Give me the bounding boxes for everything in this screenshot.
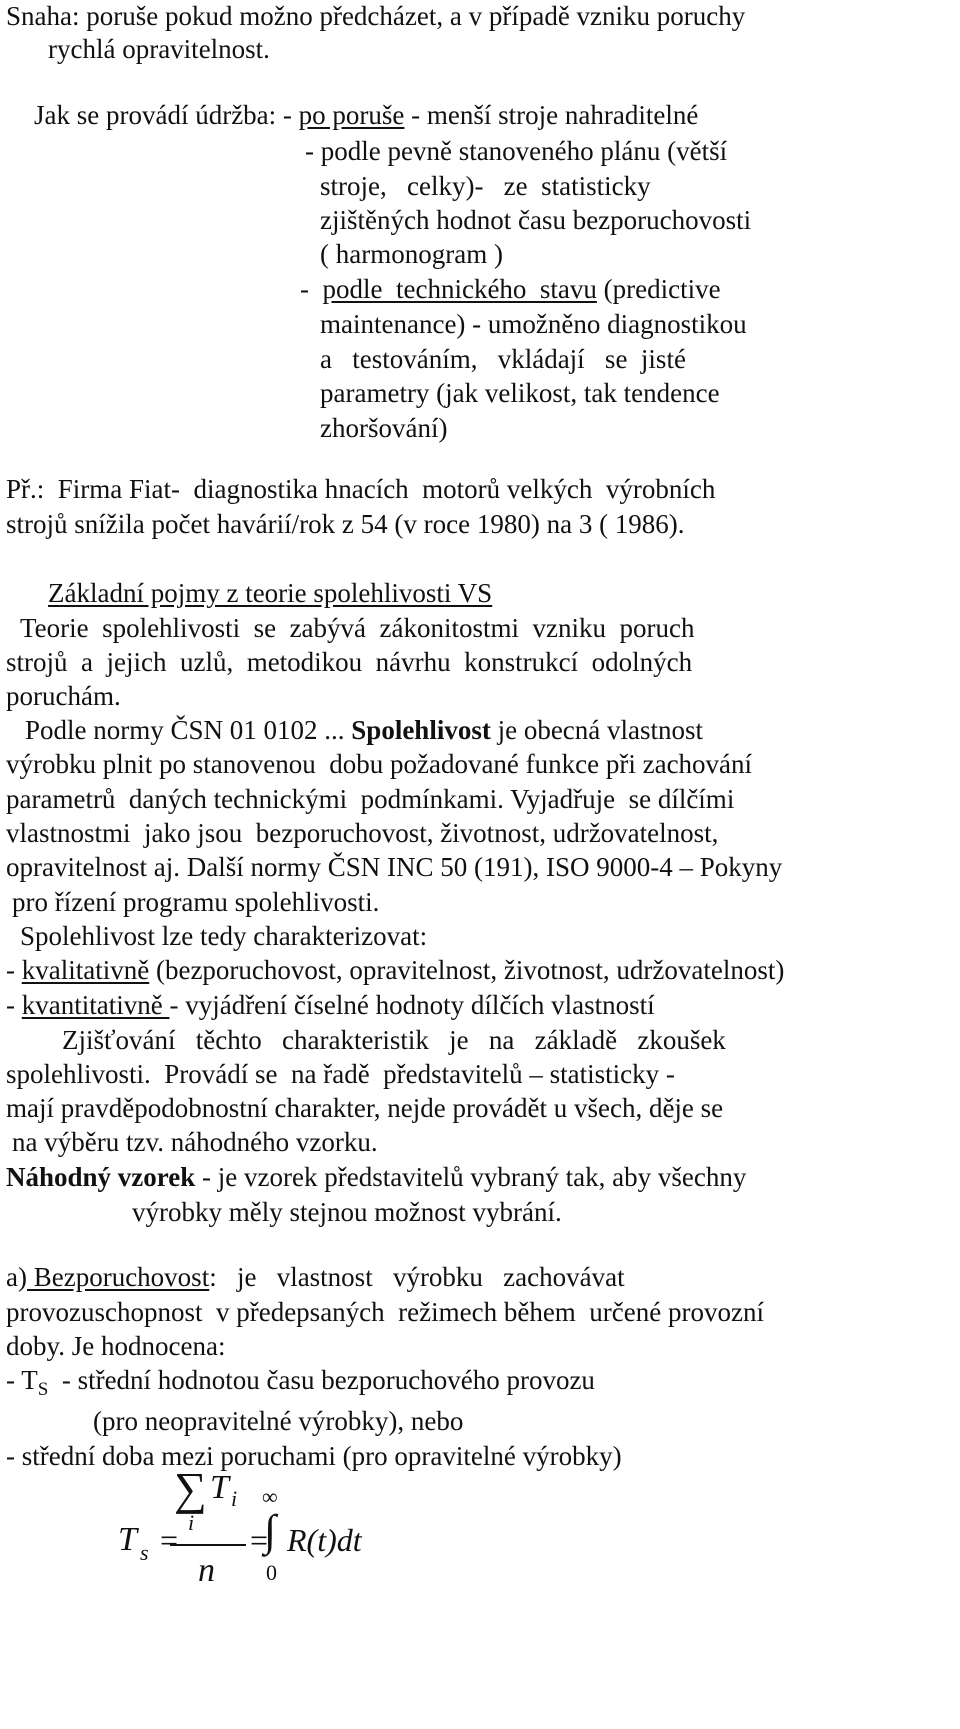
integral-symbol: ∫ (264, 1506, 277, 1555)
bold-term: Náhodný vzorek (6, 1162, 196, 1192)
text-line: strojů snížila počet havárií/rok z 54 (v roce 1980) na 3 ( 1986). (6, 509, 685, 539)
text-line: zhoršování) (320, 413, 448, 443)
text-line: Zjišťování těchto charakteristik je na základě zkoušek (62, 1025, 726, 1055)
text-line: vlastnostmi jako jsou bezporuchovost, životnost, udržovatelnost, (6, 818, 719, 848)
text-line: parametrů daných technickými podmínkami. Vyjadřuje se dílčími (6, 784, 735, 814)
text-line: Př.: Firma Fiat- diagnostika hnacích motorů velkých výrobních (6, 474, 716, 504)
formula-sum-index: i (188, 1510, 195, 1535)
text-line: výrobky měly stejnou možnost vybrání. (132, 1197, 562, 1227)
bold-term: Spolehlivost (351, 715, 491, 745)
text-line: - podle technického stavu (predictive (300, 274, 721, 304)
underlined-term: kvantitativně (21, 990, 170, 1020)
fraction-bar (170, 1544, 246, 1546)
text-line: doby. Je hodnocena: (6, 1331, 226, 1361)
formula-lhs: T (118, 1521, 137, 1558)
underlined-term: kvalitativně (21, 955, 150, 985)
section-heading: Základní pojmy z teorie spolehlivosti VS (48, 578, 493, 608)
underlined-term: Bezporuchovost (26, 1262, 210, 1292)
text-line: - kvalitativně (bezporuchovost, opravitelnost, životnost, udržovatelnost) (6, 955, 785, 985)
text-line: a testováním, vkládají se jisté (320, 344, 686, 374)
text-line: (pro neopravitelné výrobky), nebo (93, 1406, 464, 1436)
sum-symbol: ∑ (174, 1463, 207, 1514)
text-line: provozuschopnost v předepsaných režimech během určené provozní (6, 1297, 764, 1327)
formula-term: T (210, 1469, 229, 1506)
integral-lower-limit: 0 (266, 1560, 277, 1585)
text-line: Spolehlivost lze tedy charakterizovat: (20, 921, 428, 951)
text-line: pro řízení programu spolehlivosti. (12, 887, 380, 917)
text-line: ( harmonogram ) (320, 239, 503, 269)
text-line: mají pravděpodobnostní charakter, nejde provádět u všech, děje se (6, 1093, 724, 1123)
text-line: strojů a jejich uzlů, metodikou návrhu konstrukcí odolných (6, 647, 693, 677)
formula-subscript: i (231, 1486, 238, 1511)
text-line: - podle pevně stanoveného plánu (větší (305, 136, 728, 166)
text-line: Jak se provádí údržba: - po poruše - menší stroje nahraditelné (34, 100, 699, 130)
text-line: maintenance) - umožněno diagnostikou (320, 309, 747, 339)
text-line: - střední doba mezi poruchami (pro opravitelné výrobky) (6, 1441, 622, 1471)
text-line: na výběru tzv. náhodného vzorku. (12, 1127, 378, 1157)
text-line: stroje, celky)- ze statisticky (320, 171, 651, 201)
text-line: a) Bezporuchovost: je vlastnost výrobku zachovávat (6, 1262, 625, 1292)
text-line: spolehlivosti. Provádí se na řadě představitelů – statisticky - (6, 1059, 675, 1089)
underlined-term: podle technického stavu (322, 274, 597, 304)
formula-denominator: n (198, 1552, 215, 1589)
text-line: Snaha: poruše pokud možno předcházet, a v případě vzniku poruchy (6, 1, 746, 31)
text-line: výrobku plnit po stanovenou dobu požadované funkce při zachování (6, 749, 753, 779)
text-line: - kvantitativně - vyjádření číselné hodnoty dílčích vlastností (6, 990, 655, 1020)
formula-lhs-subscript: s (140, 1540, 149, 1565)
text-line: zjištěných hodnot času bezporuchovosti (320, 205, 752, 235)
integrand: R(t)dt (287, 1522, 362, 1558)
integral-upper-limit: ∞ (262, 1484, 278, 1509)
text-line: Náhodný vzorek - je vzorek představitelů vybraný tak, aby všechny (6, 1162, 747, 1192)
text-line: Teorie spolehlivosti se zabývá zákonitostmi vzniku poruch (20, 613, 695, 643)
text-line: poruchám. (6, 681, 121, 711)
text-line: opravitelnost aj. Další normy ČSN INC 50 (191), ISO 9000-4 – Pokyny (6, 852, 783, 882)
text-line: parametry (jak velikost, tak tendence (320, 378, 720, 408)
text-line: rychlá opravitelnost. (48, 34, 270, 64)
equals-sign: = (250, 1522, 269, 1558)
underlined-term: po poruše (298, 100, 405, 130)
text-line: - $T_S$ - střední hodnotou času bezporuchového provozu (6, 1365, 595, 1400)
equals-sign: = (160, 1522, 179, 1558)
text-line: Podle normy ČSN 01 0102 ... Spolehlivost je obecná vlastnost (25, 715, 704, 745)
